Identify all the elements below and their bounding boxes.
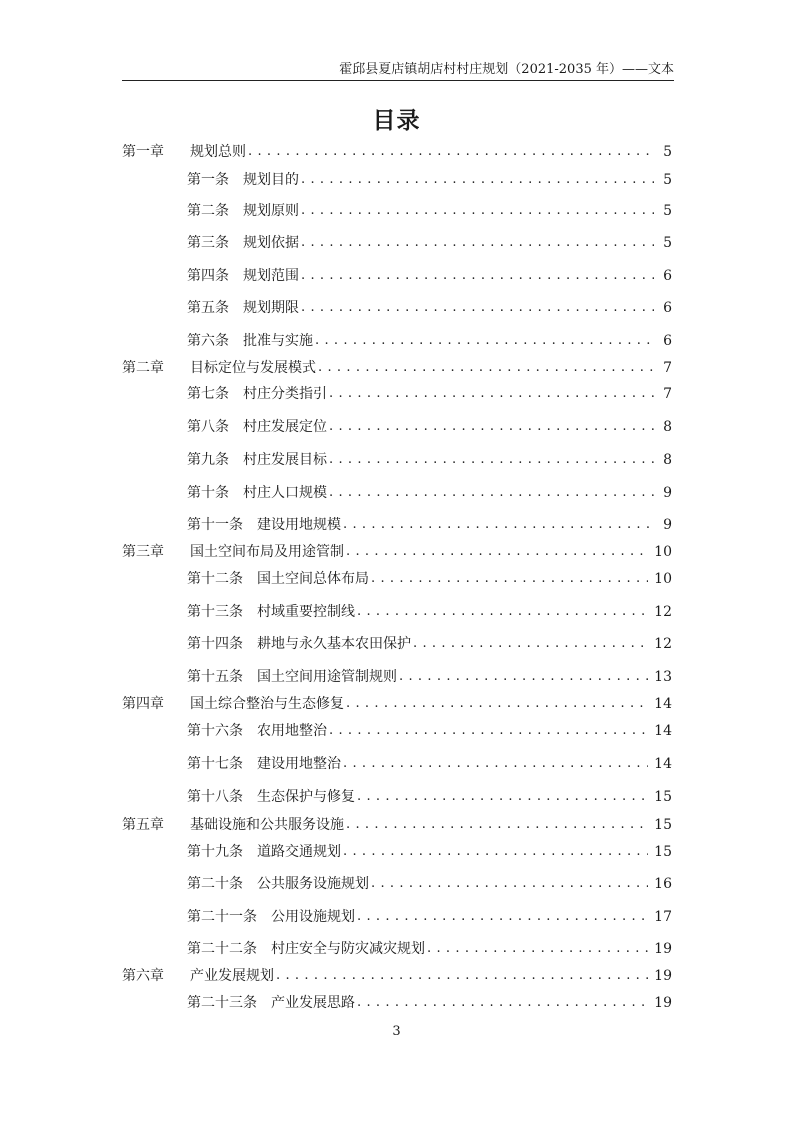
toc-entry-number: 第一章	[122, 144, 164, 160]
toc-entry-title: 规划期限	[243, 300, 299, 316]
toc-entry-title: 村域重要控制线	[257, 604, 355, 620]
toc-entry-title: 国土综合整治与生态修复	[190, 696, 344, 712]
toc-article-entry[interactable]	[187, 514, 672, 536]
toc-entry-page: 5	[663, 144, 672, 160]
toc-article-entry[interactable]	[187, 383, 672, 405]
toc-article-entry[interactable]	[187, 568, 672, 590]
toc-entry-number: 第五章	[122, 817, 164, 833]
toc-article-entry[interactable]	[187, 992, 672, 1014]
toc-article-entry[interactable]	[187, 720, 672, 742]
toc-entry-page: 12	[654, 636, 672, 652]
toc-article-entry[interactable]	[187, 297, 672, 319]
running-header: 霍邱县夏店镇胡店村村庄规划（2021-2035 年）——文本	[339, 62, 674, 77]
toc-entry-page: 15	[654, 817, 672, 833]
toc-entry-number: 第十八条	[187, 789, 243, 805]
dot-leader	[329, 383, 654, 405]
dot-leader	[329, 720, 648, 742]
dot-leader	[315, 330, 654, 352]
dot-leader	[301, 169, 654, 191]
toc-entry-title: 公共服务设施规划	[257, 876, 369, 892]
toc-entry-title: 基础设施和公共服务设施	[190, 817, 344, 833]
dot-leader	[371, 568, 648, 590]
toc-entry-number: 第十三条	[187, 604, 243, 620]
toc-entry-number: 第二十三条	[187, 995, 257, 1011]
toc-entry-title: 建设用地整治	[257, 756, 341, 772]
toc-chapter-entry[interactable]	[122, 965, 672, 987]
dot-leader	[301, 265, 654, 287]
toc-entry-title: 村庄安全与防灾减灾规划	[271, 941, 425, 957]
toc-entry-number: 第八条	[187, 419, 229, 435]
dot-leader	[346, 541, 648, 563]
page-number: 3	[392, 1024, 401, 1039]
toc-entry-title: 国土空间总体布局	[257, 571, 369, 587]
toc-entry-title: 规划目的	[243, 172, 299, 188]
toc-entry-number: 第二十二条	[187, 941, 257, 957]
toc-chapter-entry[interactable]	[122, 141, 672, 163]
toc-entry-number: 第九条	[187, 452, 229, 468]
toc-entry-number: 第十四条	[187, 636, 243, 652]
toc-title: 目录	[372, 108, 421, 134]
toc-entry-title: 规划总则	[190, 144, 246, 160]
toc-entry-page: 10	[654, 571, 672, 587]
dot-leader	[343, 514, 654, 536]
dot-leader	[329, 416, 654, 438]
toc-entry-page: 14	[654, 756, 672, 772]
toc-entry-number: 第四条	[187, 268, 229, 284]
dot-leader	[357, 601, 648, 623]
toc-entry-number: 第四章	[122, 696, 164, 712]
dot-leader	[301, 232, 654, 254]
dot-leader	[371, 873, 648, 895]
toc-entry-number: 第二条	[187, 203, 229, 219]
toc-chapter-entry[interactable]	[122, 357, 672, 379]
toc-entry-number: 第十条	[187, 485, 229, 501]
toc-entry-page: 5	[663, 172, 672, 188]
dot-leader	[343, 753, 648, 775]
toc-entry-page: 19	[654, 968, 672, 984]
dot-leader	[301, 200, 654, 222]
toc-entry-number: 第二章	[122, 360, 164, 376]
toc-entry-title: 国土空间布局及用途管制	[190, 544, 344, 560]
dot-leader	[357, 992, 648, 1014]
toc-entry-page: 7	[663, 360, 672, 376]
dot-leader	[427, 938, 648, 960]
toc-entry-number: 第三章	[122, 544, 164, 560]
toc-entry-title: 公用设施规划	[271, 909, 355, 925]
toc-entry-page: 15	[654, 789, 672, 805]
toc-entry-page: 6	[663, 268, 672, 284]
toc-entry-page: 6	[663, 333, 672, 349]
toc-entry-title: 村庄人口规模	[243, 485, 327, 501]
toc-entry-page: 8	[663, 452, 672, 468]
toc-entry-title: 农用地整治	[257, 723, 327, 739]
dot-leader	[301, 297, 654, 319]
dot-leader	[329, 482, 654, 504]
dot-leader	[357, 786, 648, 808]
toc-article-entry[interactable]	[187, 330, 672, 352]
toc-entry-page: 9	[663, 485, 672, 501]
toc-entry-page: 7	[663, 386, 672, 402]
toc-entry-title: 建设用地规模	[257, 517, 341, 533]
toc-entry-page: 5	[663, 235, 672, 251]
toc-entry-number: 第十七条	[187, 756, 243, 772]
dot-leader	[318, 357, 654, 379]
toc-article-entry[interactable]	[187, 906, 672, 928]
toc-chapter-entry[interactable]	[122, 693, 672, 715]
toc-chapter-entry[interactable]	[122, 814, 672, 836]
toc-entry-title: 目标定位与发展模式	[190, 360, 316, 376]
toc-entry-title: 村庄分类指引	[243, 386, 327, 402]
toc-article-entry[interactable]	[187, 449, 672, 471]
toc-entry-page: 6	[663, 300, 672, 316]
toc-entry-title: 生态保护与修复	[257, 789, 355, 805]
toc-entry-page: 10	[654, 544, 672, 560]
toc-article-entry[interactable]	[187, 265, 672, 287]
toc-entry-number: 第一条	[187, 172, 229, 188]
dot-leader	[329, 449, 654, 471]
toc-article-entry[interactable]	[187, 633, 672, 655]
toc-entry-page: 14	[654, 723, 672, 739]
toc-entry-number: 第二十条	[187, 876, 243, 892]
toc-article-entry[interactable]	[187, 482, 672, 504]
toc-entry-number: 第十六条	[187, 723, 243, 739]
toc-article-entry[interactable]	[187, 416, 672, 438]
toc-entry-number: 第十一条	[187, 517, 243, 533]
toc-entry-page: 12	[654, 604, 672, 620]
toc-entry-page: 15	[654, 844, 672, 860]
toc-entry-page: 19	[654, 995, 672, 1011]
dot-leader	[248, 141, 654, 163]
toc-entry-title: 规划原则	[243, 203, 299, 219]
toc-entry-number: 第七条	[187, 386, 229, 402]
toc-article-entry[interactable]	[187, 873, 672, 895]
dot-leader	[343, 841, 648, 863]
toc-article-entry[interactable]	[187, 938, 672, 960]
toc-entry-number: 第三条	[187, 235, 229, 251]
toc-entry-number: 第十二条	[187, 571, 243, 587]
toc-entry-title: 道路交通规划	[257, 844, 341, 860]
toc-entry-number: 第十五条	[187, 669, 243, 685]
toc-entry-page: 9	[663, 517, 672, 533]
toc-article-entry[interactable]	[187, 200, 672, 222]
toc-entry-page: 8	[663, 419, 672, 435]
toc-article-entry[interactable]	[187, 753, 672, 775]
toc-entry-title: 批准与实施	[243, 333, 313, 349]
toc-entry-page: 17	[654, 909, 672, 925]
toc-entry-number: 第六章	[122, 968, 164, 984]
dot-leader	[399, 666, 648, 688]
toc-article-entry[interactable]	[187, 169, 672, 191]
toc-entry-number: 第二十一条	[187, 909, 257, 925]
toc-entry-page: 14	[654, 696, 672, 712]
toc-entry-title: 耕地与永久基本农田保护	[257, 636, 411, 652]
dot-leader	[346, 814, 648, 836]
dot-leader	[276, 965, 648, 987]
toc-chapter-entry[interactable]	[122, 541, 672, 563]
toc-entry-number: 第十九条	[187, 844, 243, 860]
toc-entry-title: 产业发展规划	[190, 968, 274, 984]
toc-entry-title: 村庄发展定位	[243, 419, 327, 435]
dot-leader	[413, 633, 648, 655]
toc-article-entry[interactable]	[187, 232, 672, 254]
toc-entry-page: 19	[654, 941, 672, 957]
toc-entry-number: 第五条	[187, 300, 229, 316]
toc-entry-page: 13	[654, 669, 672, 685]
toc-entry-title: 规划范围	[243, 268, 299, 284]
toc-article-entry[interactable]	[187, 841, 672, 863]
toc-entry-title: 产业发展思路	[271, 995, 355, 1011]
toc-entry-title: 国土空间用途管制规则	[257, 669, 397, 685]
toc-article-entry[interactable]	[187, 666, 672, 688]
toc-entry-title: 规划依据	[243, 235, 299, 251]
toc-article-entry[interactable]	[187, 786, 672, 808]
toc-entry-title: 村庄发展目标	[243, 452, 327, 468]
toc-article-entry[interactable]	[187, 601, 672, 623]
dot-leader	[346, 693, 648, 715]
toc-entry-page: 5	[663, 203, 672, 219]
toc-entry-page: 16	[654, 876, 672, 892]
toc-entry-number: 第六条	[187, 333, 229, 349]
dot-leader	[357, 906, 648, 928]
